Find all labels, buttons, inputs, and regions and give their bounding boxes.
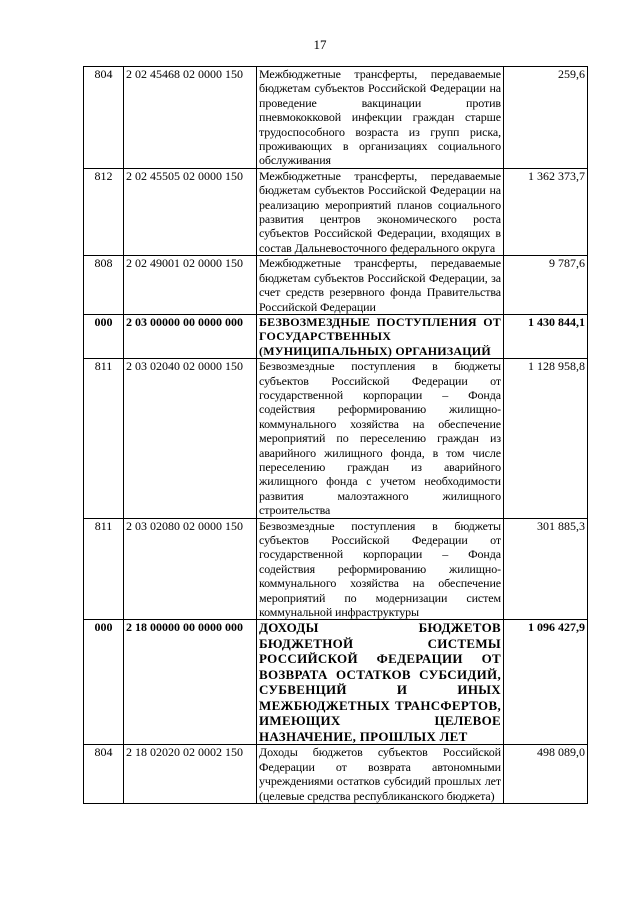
- amount-cell: 301 885,3: [504, 518, 588, 620]
- budget-code-cell: 2 18 00000 00 0000 000: [124, 620, 257, 745]
- budget-revenue-table: [83, 66, 588, 804]
- admin-code-cell: 811: [84, 518, 124, 620]
- revenue-name-cell: ДОХОДЫ БЮДЖЕТОВ БЮДЖЕТНОЙ СИСТЕМЫ РОССИЙСКОЙ ФЕДЕРАЦИИ ОТ ВОЗВРАТА ОСТАТКОВ СУБСИДИЙ, СУБВЕНЦИЙ И ИНЫХ МЕЖБЮДЖЕТНЫХ ТРАНСФЕРТОВ, ИМЕЮЩИХ ЦЕЛЕВОЕ НАЗНАЧЕНИЕ, ПРОШЛЫХ ЛЕТ: [257, 620, 504, 745]
- budget-code-cell: 2 02 45468 02 0000 150: [124, 67, 257, 169]
- admin-code-cell: 000: [84, 620, 124, 745]
- amount-cell: 9 787,6: [504, 256, 588, 315]
- revenue-name-cell: Межбюджетные трансферты, передаваемые бюджетам субъектов Российской Федерации на проведение вакцинации против пневмококковой инфекции граждан старше трудоспособного возраста из групп риска, проживающих в организациях социального обслуживания: [257, 67, 504, 169]
- admin-code-cell: 000: [84, 314, 124, 358]
- admin-code-cell: 804: [84, 745, 124, 804]
- table-row-section-total: [84, 620, 588, 745]
- amount-cell: 1 096 427,9: [504, 620, 588, 745]
- admin-code-cell: 804: [84, 67, 124, 169]
- amount-cell: 498 089,0: [504, 745, 588, 804]
- table-row-section-total: [84, 314, 588, 358]
- revenue-name-cell: Доходы бюджетов субъектов Российской Федерации от возврата автономными учреждениями остатков субсидий прошлых лет (целевые средства республиканского бюджета): [257, 745, 504, 804]
- table-row: [84, 359, 588, 518]
- budget-code-cell: 2 02 45505 02 0000 150: [124, 168, 257, 255]
- revenue-name-cell: Межбюджетные трансферты, передаваемые бюджетам субъектов Российской Федерации, за счет средств резервного фонда Правительства Российской Федерации: [257, 256, 504, 315]
- budget-code-cell: 2 02 49001 02 0000 150: [124, 256, 257, 315]
- table-row: [84, 518, 588, 620]
- revenue-name-cell: БЕЗВОЗМЕЗДНЫЕ ПОСТУПЛЕНИЯ ОТ ГОСУДАРСТВЕННЫХ (МУНИЦИПАЛЬНЫХ) ОРГАНИЗАЦИЙ: [257, 314, 504, 358]
- table-row: [84, 745, 588, 804]
- amount-cell: 1 128 958,8: [504, 359, 588, 518]
- admin-code-cell: 812: [84, 168, 124, 255]
- table-row: [84, 168, 588, 255]
- page-number: 17: [313, 37, 327, 52]
- budget-code-cell: 2 18 02020 02 0002 150: [124, 745, 257, 804]
- revenue-name-cell: Безвозмездные поступления в бюджеты субъектов Российской Федерации от государственной корпорации – Фонда содействия реформированию жилищно-коммунального хозяйства на обеспечение мероприятий по модернизации систем коммунальной инфраструктуры: [257, 518, 504, 620]
- amount-cell: 1 362 373,7: [504, 168, 588, 255]
- admin-code-cell: 811: [84, 359, 124, 518]
- table-row: [84, 67, 588, 169]
- budget-code-cell: 2 03 00000 00 0000 000: [124, 314, 257, 358]
- amount-cell: 1 430 844,1: [504, 314, 588, 358]
- amount-cell: 259,6: [504, 67, 588, 169]
- revenue-name-cell: Межбюджетные трансферты, передаваемые бюджетам субъектов Российской Федерации на реализацию мероприятий планов социального развития центров экономического роста субъектов Российской Федерации, входящих в состав Дальневосточного федерального округа: [257, 168, 504, 255]
- table-row: [84, 256, 588, 315]
- admin-code-cell: 808: [84, 256, 124, 315]
- revenue-name-cell: Безвозмездные поступления в бюджеты субъектов Российской Федерации от государственной корпорации – Фонда содействия реформированию жилищно-коммунального хозяйства на обеспечение мероприятий по переселению граждан из аварийного жилищного фонда, в том числе переселению граждан из аварийного жилищного фонда с учетом необходимости развития малоэтажного жилищного строительства: [257, 359, 504, 518]
- budget-code-cell: 2 03 02040 02 0000 150: [124, 359, 257, 518]
- budget-code-cell: 2 03 02080 02 0000 150: [124, 518, 257, 620]
